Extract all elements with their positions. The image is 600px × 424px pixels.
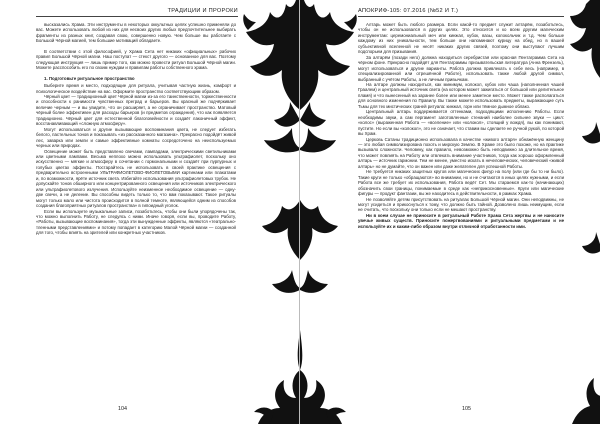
paragraph: Чёрный цвет — традиционный цвет Чёрной магии из-за его таинственности, торжественности и способности к ранимости чувственных преград и барьеров. Вы красный же подчёркивает величие черным — и вы увидите, что он расширяет, а не ограничивает пространство. Матовый чёрный более эффективен для расходы барьеров (и предметов ограждения), что как появляется традиционно. Чёрный цвет для естественной благоговейности и создаёт лаконичный эффект, восстанавливающий «сложную атмосферу». bbox=[36, 93, 236, 127]
header-rule-right bbox=[358, 16, 564, 17]
right-page-body bbox=[358, 22, 564, 229]
page-number-right: 105 bbox=[462, 406, 471, 412]
paragraph: Если вы используете музыкальные записи, позаботьтесь, чтобы они были упорядочены так, что можно выполнить Работу, не следуясь с ними. Иначе говоря, если вы, проводите Работу, «Работы, вызывающие воспоминания», тогда эти вынужденные эффекты, являются «театрально-тленными представлениями» и потому попадает в категорию Малой Чёрной магии — созданной для того, чтобы влиять на зрителей или конкретных участников. bbox=[36, 208, 236, 236]
section-subheading: 1. Подготовьте ритуальное пространство bbox=[44, 75, 135, 81]
paragraph: За алтарём (позади него) должна находиться серебристая или красная Пентаграмма Сета на чёрном фоне. Прекрасно подойдёт для Пентаграммы призывательская литература (Анна Френзель), могут использоваться и другие варианты. Работа должна привлекать к себе весь (например, в специализированной или отрешённой Работе), использовать также любой другой символ, выбранный с учётом Работы, а не личным привычкам. bbox=[358, 54, 564, 82]
paragraph-bold: Ни в коем случае не приносите в ритуальный Работе Храма Сета жертвы и не наносите увечье живых существ. Приносите пожертвованиями и ритуальными предметами и не используйте их и каким-либо образом внутри отличной отработанности ими. bbox=[358, 212, 564, 229]
paragraph: Центральный алтарь поддерживается оттенками, подходящими исполнению Работы. Если необходимы звуки, а сам пергамент заготовленные стенаний наиболее сильнее звуки — цикл: «колос» (выраженная Работа — «вселение» или «колокол», стоящий у вождя), вы как понимают, пустите. Но если вы «колокол», это не означает, что ставим вы сделаете не ручной рукой, по которой вы Храм. bbox=[358, 109, 564, 137]
paragraph: Не позволяйте детям присутствовать на ритуалах Большой Чёрной магии. Они неподвижны, не могут усидеться и прикоснуться к тому, что должно быть тайной. Дозволено лишь неимущим, если не считать, что поскольку они только если не мешают пространству. bbox=[358, 196, 564, 213]
paragraph: высказались Храма. Эти инструменты в некоторых оккультных целях успешно применяли до вас. Можете использовать любой из них для несвоих других любых предпочтительнее выбирать фрагменты из разных книг, создавая свою, совершенно новую. Чем больше вы работаете с Большой Чёрной магией, тем большие мотиваций обладаете. bbox=[36, 22, 236, 44]
paragraph: Алтарь может быть любого размера. Если какой-то предмет служит алтарём, позаботьтесь, чтобы он не использовался в других целях. Это относится и ко всем другим магическим инструментам: церемониальный меч или кинжал, кубок, вазы, колокольчик и т.д. Чем больше каждому из них уникальности, тем больше они напоминают курицу на обед, но в вашей субъективной вселенной не несёт никаких других связей, поэтому они выступают лучшим подспорьем для призывания. bbox=[358, 22, 564, 55]
paragraph: В соответствии с этой философией, у Храма Сета нет никаких «официальных» рабочих правил Большой Чёрной магии. Наш поступат — стекст другого — основанное для вас. Поэтому следующая инструкция — лишь пример того, как можно провести ритуал Большой Чёрной магии. Можете расспособить его по своим нуждам и правилам работы собственного храма. bbox=[36, 48, 236, 71]
tribal-ornament-left bbox=[240, 0, 300, 424]
paragraph: Выберите время и место, подходящие для ритуала, учитывая частную жизнь, комфорт и психологическое воздействие на вас. Оформите пространство соответствующим образом. bbox=[36, 83, 236, 94]
paragraph: Церковь Сатаны традиционно использовала в качестве «живого алтаря» обнажённую женщину — это любая символизирована похоть и мирскую Землю. В Храме это было похоже, но на практике вызывало сложности. Человеку, как правило, невозможно быть неподвижно за длительное время, что может повлиять на Работу или отвлекать внимание участников, тогда как хорошо оформленный алтарь — источник гармонии. Тем не менее, уместно искать в нечеловеческих, человеческий «живой алтарь» но не думайте, что он важен или даже желателен для успешной Работы. bbox=[358, 136, 564, 169]
right-page bbox=[300, 0, 600, 424]
paragraph: Освещение может быть представлено свечами, лампадами, электрическими светильниками или цветными лампами. Весьма неплохо можно использовать ультрафиолет, поскольку оно искусственно — мягкие и атмосферу в сочетании с гормональными и создаёт при пурпурных и голубых цветах эффекты. Постарайтесь не использовать в своей практике освещения с предварительно встроенными УЛЬТРАФИОЛЕТОВО-ФИОЛЕТОВЫМИ картинами или плакатами и, по возможности, ярёте источник света. Избегайте использования ультрафиолетовых трубок. Не допускайте тонов обширного или концентрированного освещения или источников электрического или ультрафиолетового излучения. Используйте неизменное необходимое освещение — одну-две свечи, а не деление. Вы способны видеть только то, что вам показывают. Такое ритуалы могут только мало или чистота происходится в полной темноте, являющейся одним из способов создания благоприятных ритуалов пространства» в гипоидный уголок. bbox=[36, 148, 236, 209]
running-header-left: ТРАДИЦИИ И ПРОРОКИ bbox=[167, 8, 238, 14]
running-header-right: АПОКРИФ-105: 07.2016 (№52 И Т.) bbox=[358, 8, 459, 14]
page-number-left: 104 bbox=[118, 406, 127, 412]
paragraph: Не требуется никаких защитных кругов или магических фигур на полу (или где бы то ни было). Такие круги не только «обращаются» во внимании, но и не считаются в иных целях нужными, и если Работа все же требует их использования, Работа ведёт Сет. Мы стараемся как-то (начинающих) обозначить свои границы, понимаемые в среде как «неприкосновенные». Круги или магические фигуры — продукт фантазии, вы же находитесь в действительности, в рамках Храма. bbox=[358, 169, 564, 197]
tribal-ornament-right-edge bbox=[562, 0, 600, 424]
left-page-body bbox=[36, 22, 236, 236]
header-rule-left bbox=[36, 16, 238, 17]
tribal-ornament-right bbox=[300, 0, 360, 424]
paragraph: Могут использоваться и другие вызывающие воспоминания цвета, не следует избегать белого, пастельных тонов и показывать «из рассказанного магазина». Прекрасно подойдёт живой лес, заварка или земли и самые эффективные комнаты сосредоточено на неиспользуемых черных или природах. bbox=[36, 126, 236, 149]
paragraph: На алтаре должны находиться, как минимум, колокол, кубок или чаша (наполненная чашей Граалем) и центральный источник света (на котором может зажигаться от большой или делительное пламя) и что вынесенный на заранее более или менее заметное место. Может также располагаться для основного изменения по Правилу. Вы также можете использовать предметы, выражающие суть Тьмы для тех мистических граней ритуала: кинжал, горн или тёмное дымное облако. bbox=[358, 81, 564, 109]
